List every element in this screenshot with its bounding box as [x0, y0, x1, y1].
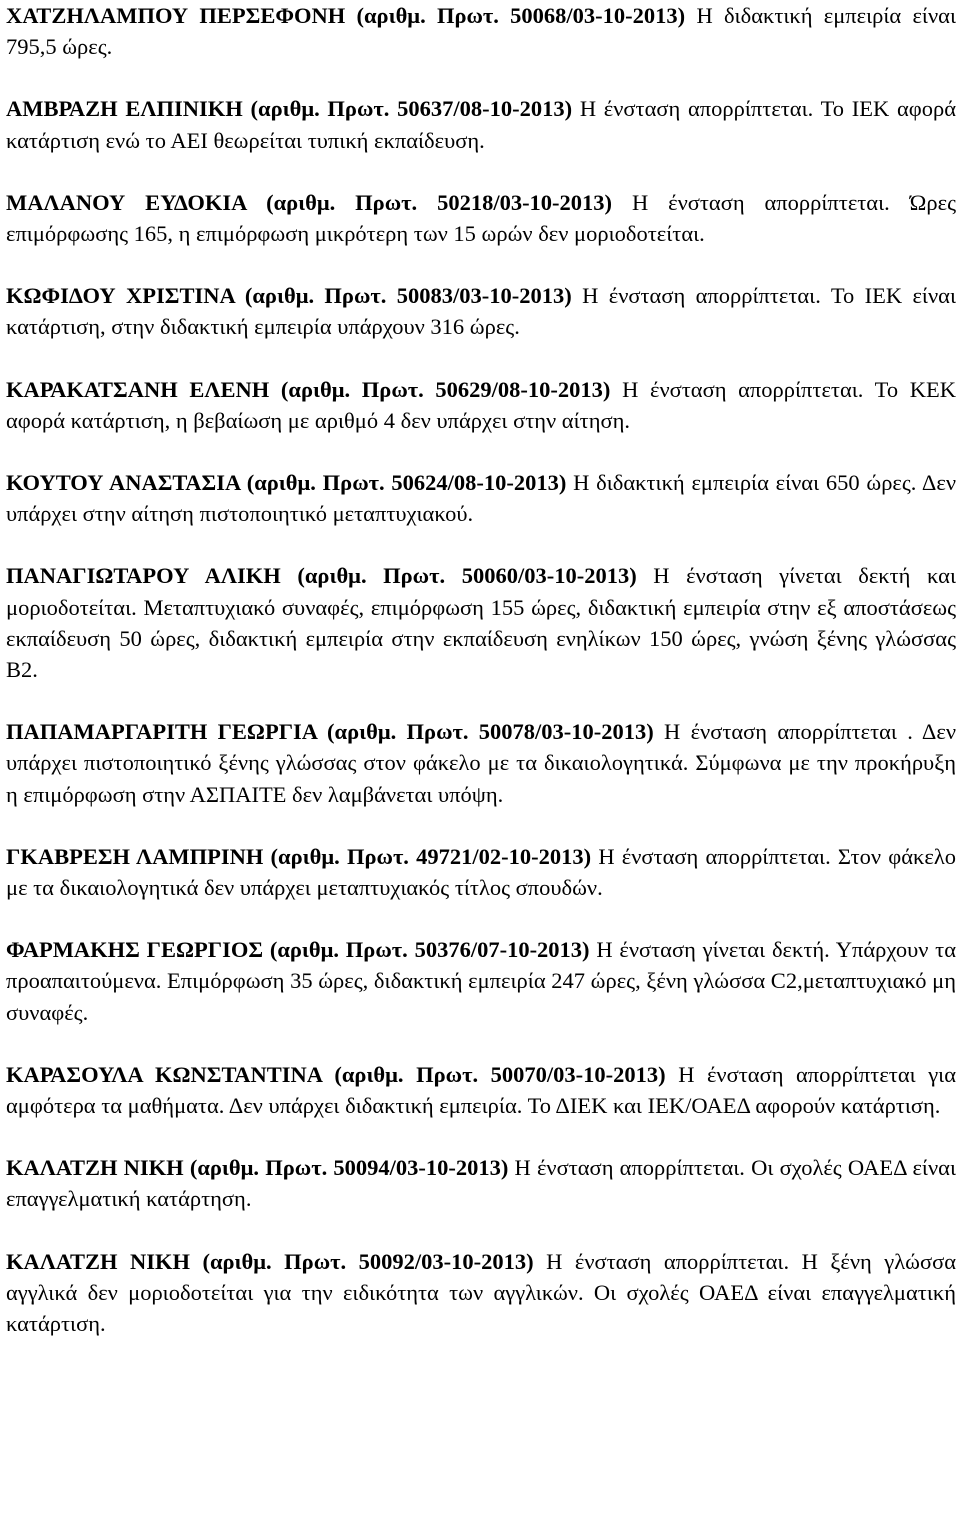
entry-decision: Η ένσταση απορρίπτεται . Δεν υπάρχει πιστοποιητικό ξένης γλώσσας στον φάκελο με τα δικαιολογητικά. Σύμφωνα με την προκήρυξη η επιμόρφωση στην ΑΣΠΑΙΤΕ δεν λαμβάνεται υπόψη.	[6, 719, 956, 807]
entry-heading: ΚΑΡΑΣΟΥΛΑ ΚΩΝΣΤΑΝΤΙΝΑ (αριθμ. Πρωτ. 50070/03-10-2013)	[6, 1061, 666, 1087]
entry-heading: ΓΚΑΒΡΕΣΗ ΛΑΜΠΡΙΝΗ (αριθμ. Πρωτ. 49721/02-10-2013)	[6, 843, 592, 869]
entry-decision: Η ένσταση απορρίπτεται για αμφότερα τα μαθήματα. Δεν υπάρχει διδακτική εμπειρία. Το ΔΙΕΚ και ΙΕΚ/ΟΑΕΔ αφορούν κατάρτιση.	[6, 1061, 956, 1119]
entry-heading: ΚΑΡΑΚΑΤΣΑΝΗ ΕΛΕΝΗ (αριθμ. Πρωτ. 50629/08-10-2013)	[6, 376, 611, 402]
entry-heading: ΚΟΥΤΟΥ ΑΝΑΣΤΑΣΙΑ (αριθμ. Πρωτ. 50624/08-10-2013)	[6, 470, 567, 496]
entry-heading: ΠΑΝΑΓΙΩΤΑΡΟΥ ΑΛΙΚΗ (αριθμ. Πρωτ. 50060/03-10-2013)	[6, 563, 637, 589]
entry-kalatzi-2	[6, 1246, 956, 1340]
entry-heading: ΜΑΛΑΝΟΥ ΕΥΔΟΚΙΑ (αριθμ. Πρωτ. 50218/03-10-2013)	[6, 189, 613, 215]
entry-decision: Η ένσταση απορρίπτεται. Το ΚΕΚ αφορά κατάρτιση, η βεβαίωση με αριθμό 4 δεν υπάρχει στην αίτηση.	[6, 376, 957, 433]
entry-decision: Η ένσταση γίνεται δεκτή. Υπάρχουν τα προαπαιτούμενα. Επιμόρφωση 35 ώρες, διδακτική εμπειρία 247 ώρες, ξένη γλώσσα C2,μεταπτυχιακό μη συναφές.	[6, 937, 957, 1025]
entry-heading: ΚΑΛΑΤΖΗ ΝΙΚΗ (αριθμ. Πρωτ. 50092/03-10-2013)	[6, 1248, 534, 1274]
entry-gkavresi	[6, 841, 956, 903]
entry-panagiotarou	[6, 560, 956, 685]
entry-heading: ΦΑΡΜΑΚΗΣ ΓΕΩΡΓΙΟΣ (αριθμ. Πρωτ. 50376/07-10-2013)	[6, 937, 590, 963]
entry-decision: Η ένσταση γίνεται δεκτή και μοριοδοτείται. Μεταπτυχιακό συναφές, επιμόρφωση 155 ώρες, διδακτική εμπειρία στην εξ αποστάσεως εκπαίδευση 50 ώρες, διδακτική εμπειρία στην εκπαίδευση ενηλίκων 150 ώρες, γνώση ξένης γλώσσας Β2.	[6, 563, 957, 683]
entry-decision: Η ένσταση απορρίπτεται. Το ΙΕΚ είναι κατάρτιση, στην διδακτική εμπειρία υπάρχουν 316 ώρες.	[6, 283, 957, 340]
entry-papamargariti	[6, 716, 956, 810]
entry-koutou	[6, 467, 956, 529]
entry-amvrazi	[6, 93, 956, 155]
document-page	[6, 0, 956, 1370]
entry-kalatzi-1	[6, 1152, 956, 1214]
entry-heading: ΧΑΤΖΗΛΑΜΠΟΥ ΠΕΡΣΕΦΟΝΗ (αριθμ. Πρωτ. 50068/03-10-2013)	[6, 3, 686, 28]
entry-heading: ΠΑΠΑΜΑΡΓΑΡΙΤΗ ΓΕΩΡΓΙΑ (αριθμ. Πρωτ. 50078/03-10-2013)	[6, 719, 654, 745]
entry-heading: ΑΜΒΡΑΖΗ ΕΛΠΙΝΙΚΗ (αριθμ. Πρωτ. 50637/08-10-2013)	[6, 96, 573, 122]
entry-kofidou	[6, 280, 956, 342]
entry-heading: ΚΑΛΑΤΖΗ ΝΙΚΗ (αριθμ. Πρωτ. 50094/03-10-2013)	[6, 1155, 509, 1181]
entry-decision: Η ένσταση απορρίπτεται. Οι σχολές ΟΑΕΔ είναι επαγγελματική κατάρτηση.	[6, 1155, 956, 1212]
entry-decision: Η διδακτική εμπειρία είναι 795,5 ώρες.	[6, 3, 956, 60]
entry-heading: ΚΩΦΙΔΟΥ ΧΡΙΣΤΙΝΑ (αριθμ. Πρωτ. 50083/03-10-2013)	[6, 283, 572, 309]
entry-decision: Η διδακτική εμπειρία είναι 650 ώρες. Δεν υπάρχει στην αίτηση πιστοποιητικό μεταπτυχιακού.	[6, 470, 957, 527]
entry-farmakis	[6, 934, 956, 1028]
entry-karasoula	[6, 1059, 956, 1121]
entry-chatzilampou	[6, 0, 956, 62]
entry-decision: Η ένσταση απορρίπτεται. Ώρες επιμόρφωσης 165, η επιμόρφωση μικρότερη των 15 ωρών δεν μοριοδοτείται.	[6, 189, 956, 247]
entry-decision: Η ένσταση απορρίπτεται. Στον φάκελο με τα δικαιολογητικά δεν υπάρχει μεταπτυχιακός τίτλος σπουδών.	[6, 843, 956, 901]
entry-decision: Η ένσταση απορρίπτεται. Η ξένη γλώσσα αγγλικά δεν μοριοδοτείται για την ειδικότητα των αγγλικών. Οι σχολές ΟΑΕΔ είναι επαγγελματική κατάρτιση.	[6, 1248, 956, 1337]
entry-decision: Η ένσταση απορρίπτεται. Το ΙΕΚ αφορά κατάρτιση ενώ το ΑΕΙ θεωρείται τυπική εκπαίδευση.	[6, 96, 956, 153]
entry-karakatsani	[6, 374, 956, 436]
entry-malanou	[6, 187, 956, 249]
